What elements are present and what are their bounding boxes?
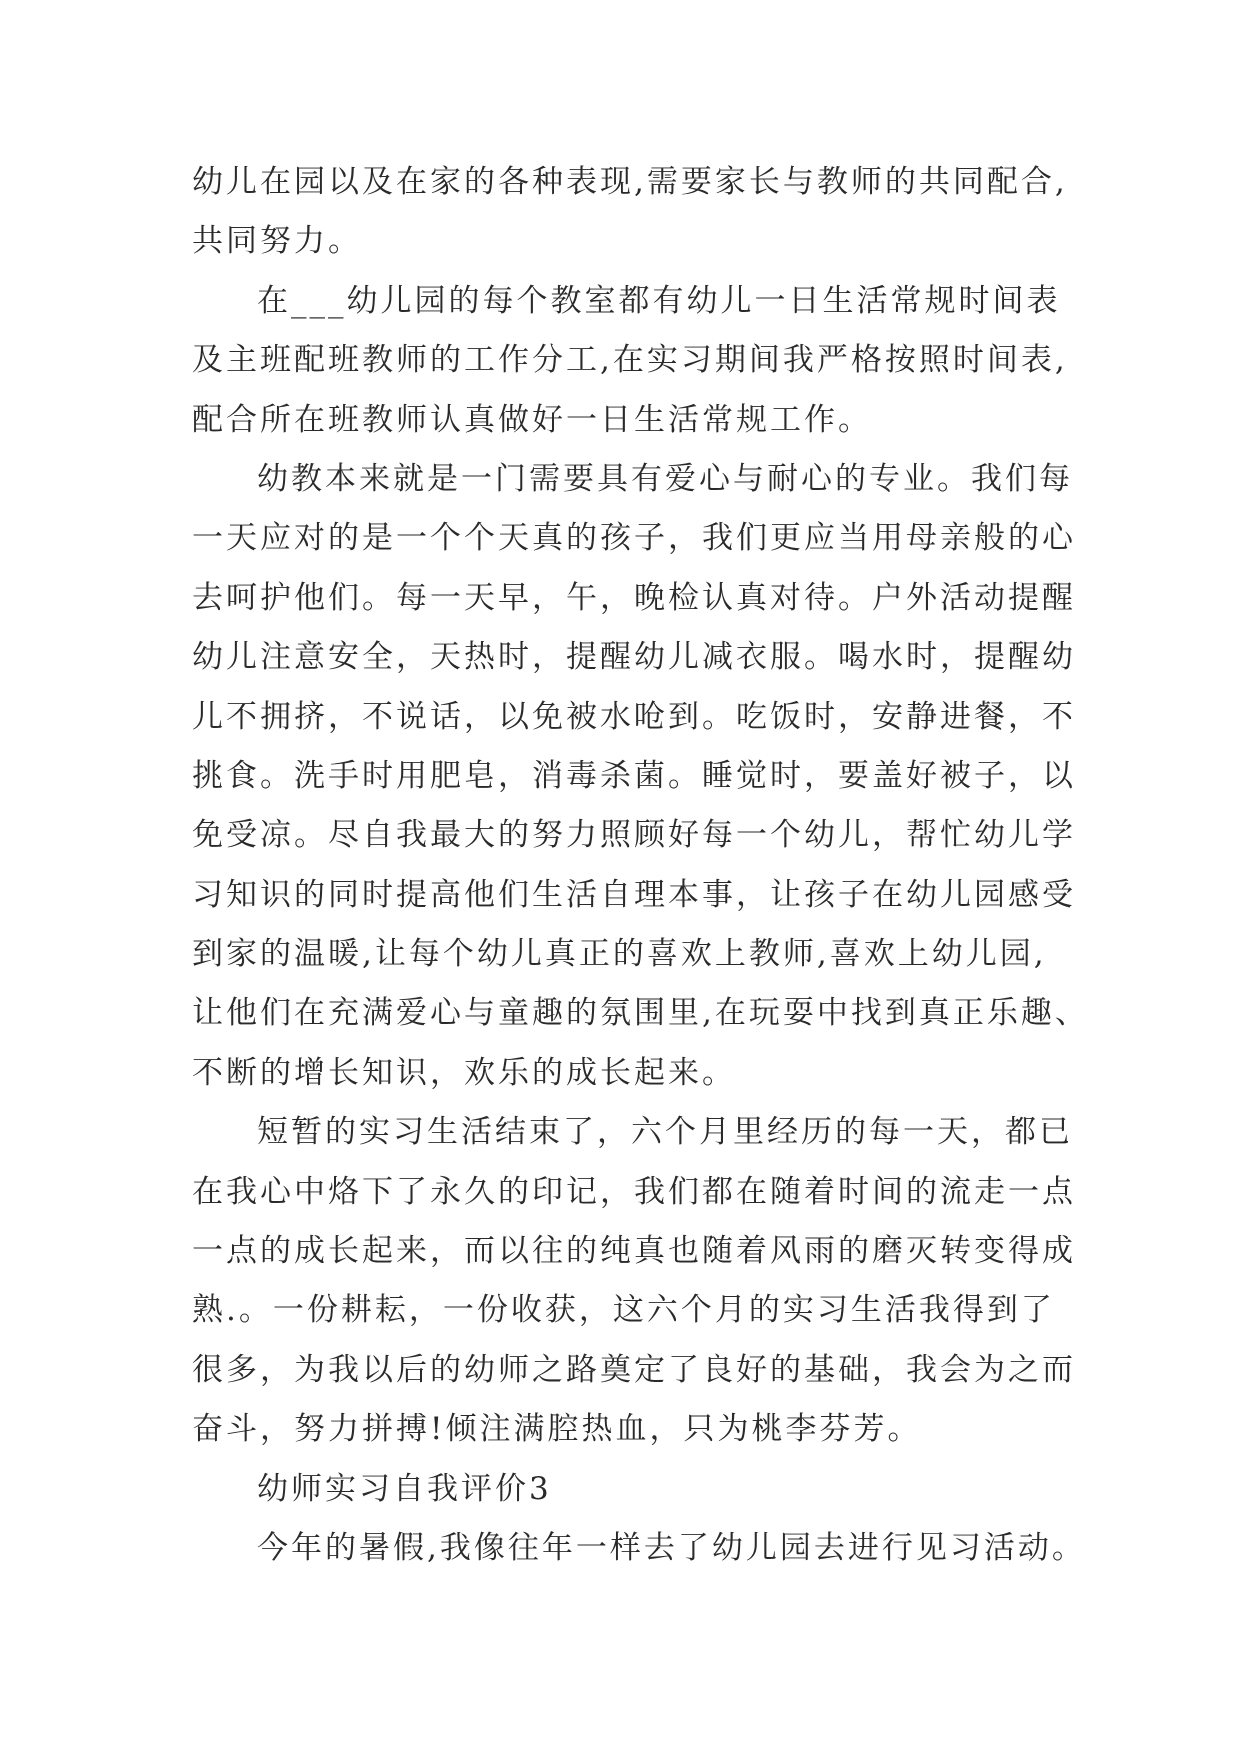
document-body: [192, 153, 1092, 1578]
text-line: 及主班配班教师的工作分工,在实习期间我严格按照时间表,: [192, 342, 1068, 379]
text-line: 配合所在班教师认真做好一日生活常规工作。: [192, 401, 872, 438]
text-line: 今年的暑假,我像往年一样去了幼儿园去进行见习活动。: [257, 1529, 1086, 1566]
text-line: 很多，为我以后的幼师之路奠定了良好的基础，我会为之而: [192, 1351, 1076, 1388]
text-line: 幼教本来就是一门需要具有爱心与耐心的专业。我们每: [257, 460, 1073, 497]
text-line: 奋斗，努力拼搏!倾注满腔热血，只为桃李芬芳。: [192, 1411, 922, 1448]
text-line: 免受凉。尽自我最大的努力照顾好每一个幼儿，帮忙幼儿学: [192, 817, 1076, 854]
section-heading: 幼师实习自我评价3: [257, 1470, 552, 1507]
text-line: 儿不拥挤，不说话，以免被水呛到。吃饭时，安静进餐，不: [192, 698, 1076, 735]
text-line: 去呵护他们。每一天早，午，晚检认真对待。户外活动提醒: [192, 579, 1076, 616]
text-line: 在我心中烙下了永久的印记，我们都在随着时间的流走一点: [192, 1173, 1076, 1210]
text-line: 幼儿注意安全，天热时，提醒幼儿减衣服。喝水时，提醒幼: [192, 639, 1076, 676]
text-line: 共同努力。: [192, 223, 362, 260]
text-line: 一点的成长起来，而以往的纯真也随着风雨的磨灭转变得成: [192, 1233, 1076, 1270]
text-line: 习知识的同时提高他们生活自理本事，让孩子在幼儿园感受: [192, 876, 1076, 913]
text-line: 不断的增长知识，欢乐的成长起来。: [192, 1054, 736, 1091]
text-line: 在___幼儿园的每个教室都有幼儿一日生活常规时间表: [257, 282, 1061, 319]
text-line: 让他们在充满爱心与童趣的氛围里,在玩耍中找到真正乐趣、: [192, 995, 1089, 1032]
text-line: 熟.。一份耕耘，一份收获，这六个月的实习生活我得到了: [192, 1292, 1055, 1329]
text-line: 幼儿在园以及在家的各种表现,需要家长与教师的共同配合,: [192, 164, 1068, 200]
text-line: 到家的温暖,让每个幼儿真正的喜欢上教师,喜欢上幼儿园,: [192, 936, 1047, 973]
text-line: 一天应对的是一个个天真的孩子，我们更应当用母亲般的心: [192, 520, 1076, 557]
text-line: 短暂的实习生活结束了，六个月里经历的每一天，都已: [257, 1114, 1073, 1151]
text-line: 挑食。洗手时用肥皂，消毒杀菌。睡觉时，要盖好被子，以: [192, 757, 1076, 794]
